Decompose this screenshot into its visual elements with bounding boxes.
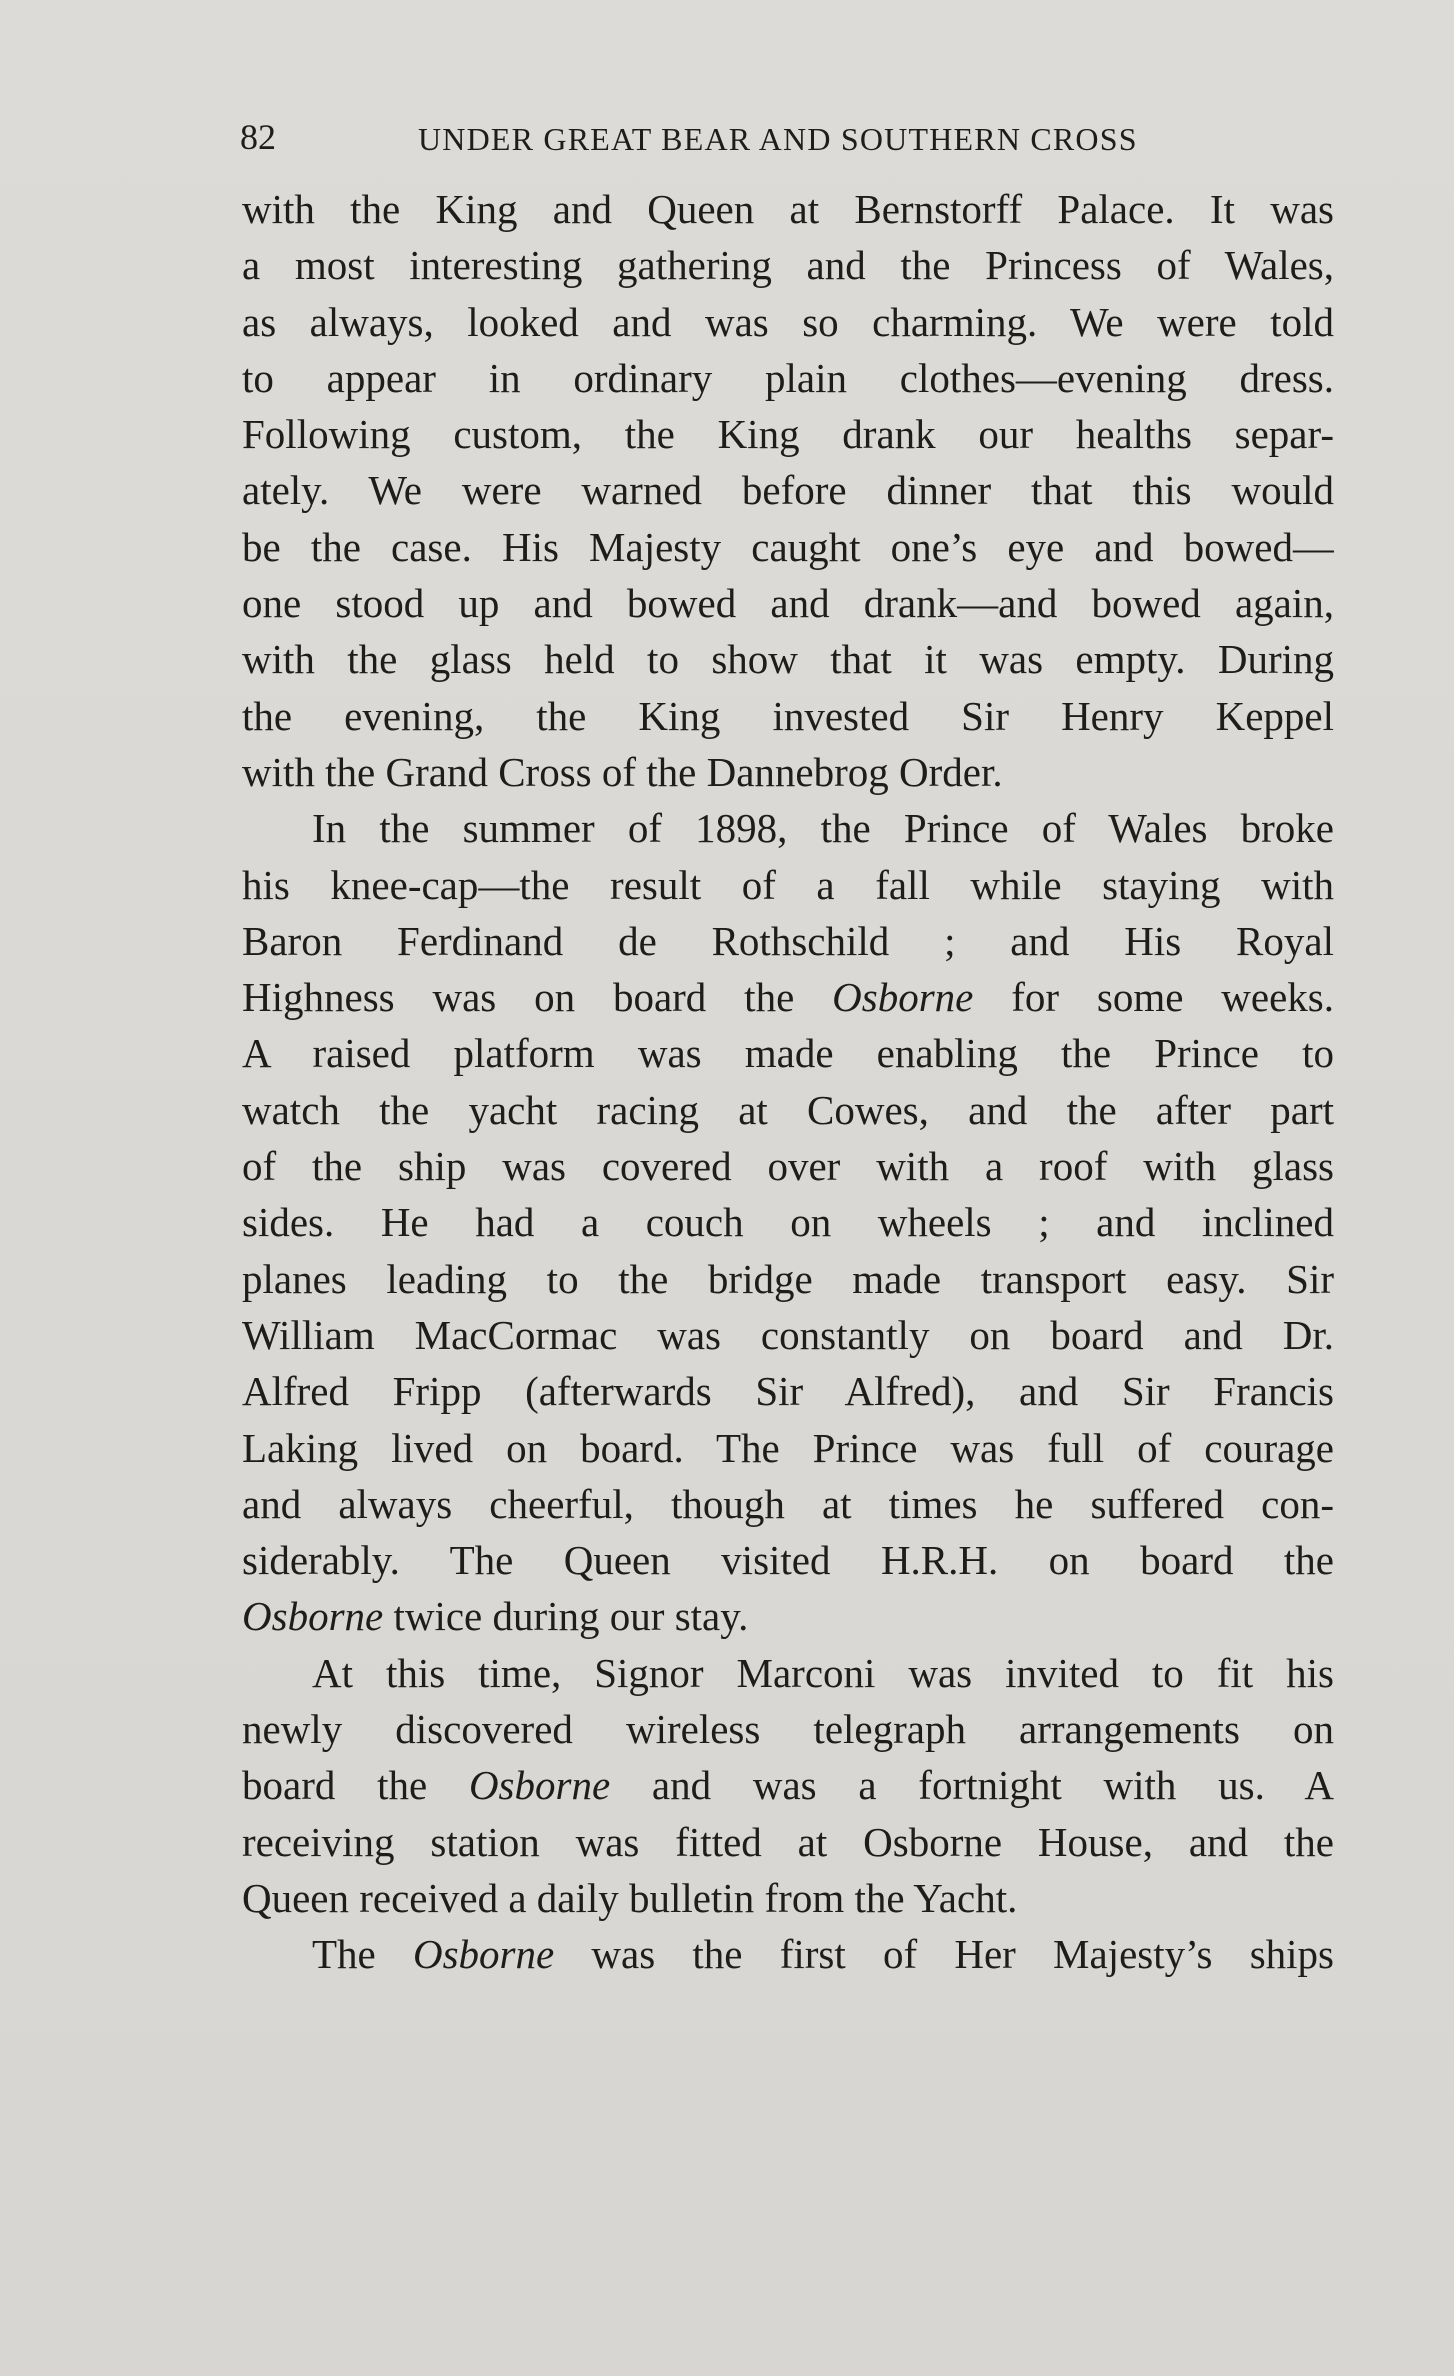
text-line <box>242 1645 1334 1701</box>
text-line <box>242 631 1334 687</box>
text-line <box>242 462 1334 518</box>
text-line-content: one stood up and bowed and drank—and bowed again, <box>242 580 1334 627</box>
running-head: UNDER GREAT BEAR AND SOUTHERN CROSS <box>418 121 1138 157</box>
text-line <box>242 294 1334 350</box>
text-line <box>242 744 1334 800</box>
text-line-content: Queen received a daily bulletin from the Yacht. <box>242 1874 1018 1921</box>
text-line <box>242 1194 1334 1250</box>
text-line-content: with the glass held to show that it was empty. During <box>242 636 1334 683</box>
text-line-continuation: twice during our stay. <box>383 1593 749 1640</box>
text-line-content: be the case. His Majesty caught one’s eye and bowed— <box>242 523 1334 570</box>
text-line-content: In the summer of 1898, the Prince of Wales broke <box>312 805 1334 852</box>
text-line <box>242 406 1334 462</box>
text-line <box>242 1588 1334 1644</box>
text-line <box>242 1701 1334 1757</box>
text-line-content: William MacCormac was constantly on board and Dr. <box>242 1311 1334 1358</box>
text-line-continuation: for some weeks. <box>973 974 1334 1021</box>
text-line <box>242 1532 1334 1588</box>
ship-name-italic: Osborne <box>242 1593 384 1640</box>
text-line-content: board the <box>242 1762 469 1809</box>
text-line <box>242 800 1334 856</box>
text-line <box>242 1251 1334 1307</box>
ship-name-italic: Osborne <box>832 974 974 1021</box>
text-line-content: newly discovered wireless telegraph arrangements on <box>242 1706 1334 1753</box>
text-line <box>242 181 1334 237</box>
text-line <box>242 1138 1334 1194</box>
text-line <box>242 1420 1334 1476</box>
text-line <box>242 350 1334 406</box>
text-line-content: Laking lived on board. The Prince was full of courage <box>242 1424 1334 1471</box>
text-line <box>242 857 1334 913</box>
text-line-content: Baron Ferdinand de Rothschild ; and His Royal <box>242 917 1334 964</box>
text-line <box>242 1926 1334 1982</box>
text-line <box>242 1025 1334 1081</box>
text-line-content: watch the yacht racing at Cowes, and the after part <box>242 1086 1334 1133</box>
text-line-content: planes leading to the bridge made transport easy. Sir <box>242 1255 1334 1302</box>
text-line <box>242 1757 1334 1813</box>
text-line-content: Alfred Fripp (afterwards Sir Alfred), and Sir Francis <box>242 1368 1334 1415</box>
text-line-content: sides. He had a couch on wheels ; and inclined <box>242 1199 1334 1246</box>
text-line-continuation: was the first of Her Majesty’s ships <box>554 1931 1334 1978</box>
text-line <box>242 237 1334 293</box>
text-line-content: the evening, the King invested Sir Henry Keppel <box>242 692 1334 739</box>
text-line-content: of the ship was covered over with a roof with glass <box>242 1143 1334 1190</box>
text-line <box>242 1476 1334 1532</box>
text-line-content: and always cheerful, though at times he suffered con- <box>242 1480 1334 1527</box>
text-line <box>242 969 1334 1025</box>
text-line-content: Highness was on board the <box>242 974 833 1021</box>
page-header <box>240 112 1240 162</box>
page-number: 82 <box>240 117 276 157</box>
text-line-content: The <box>312 1931 413 1978</box>
ship-name-italic: Osborne <box>468 1762 611 1809</box>
text-line <box>242 1307 1334 1363</box>
text-line-content: At this time, Signor Marconi was invited to fit his <box>312 1649 1334 1696</box>
text-line <box>242 575 1334 631</box>
text-line-content: as always, looked and was so charming. We were told <box>242 298 1334 345</box>
text-line-content: Following custom, the King drank our healths separ- <box>242 411 1334 458</box>
text-line <box>242 1363 1334 1419</box>
text-line <box>242 913 1334 969</box>
text-line-content: with the King and Queen at Bernstorff Palace. It was <box>242 186 1334 232</box>
text-line-content: receiving station was fitted at Osborne House, and the <box>242 1818 1334 1865</box>
text-line-content: ately. We were warned before dinner that this would <box>242 467 1334 514</box>
text-line-content: siderably. The Queen visited H.R.H. on board the <box>242 1537 1334 1584</box>
text-line-content: A raised platform was made enabling the Prince to <box>242 1030 1334 1077</box>
text-line-content: a most interesting gathering and the Princess of Wales, <box>242 242 1334 289</box>
text-line-continuation: and was a fortnight with us. A <box>610 1762 1334 1809</box>
text-line <box>242 1870 1334 1926</box>
text-line-content: with the Grand Cross of the Dannebrog Order. <box>242 748 1003 795</box>
text-line-content: his knee-cap—the result of a fall while staying with <box>242 861 1334 908</box>
text-line <box>242 688 1334 744</box>
body-text <box>242 181 1334 1983</box>
text-line-content: to appear in ordinary plain clothes—evening dress. <box>242 354 1334 401</box>
text-line <box>242 1082 1334 1138</box>
text-line <box>242 519 1334 575</box>
text-line <box>242 1814 1334 1870</box>
ship-name-italic: Osborne <box>412 1931 555 1978</box>
